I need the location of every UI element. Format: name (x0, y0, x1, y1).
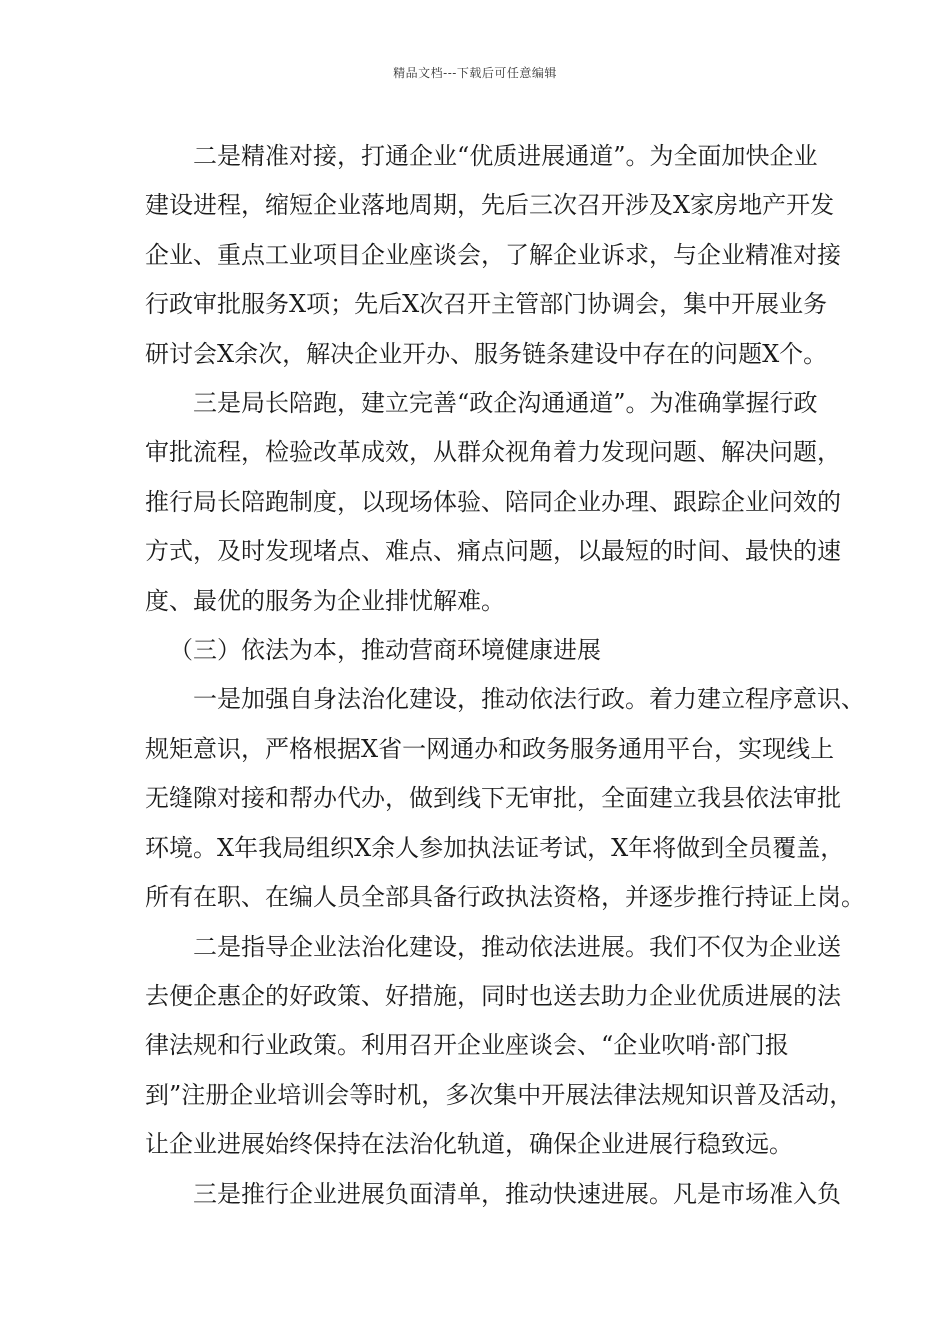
paragraph-director-accompany (145, 379, 841, 626)
text-line: 所有在职、在编人员全部具备行政执法资格，并逐步推行持证上岗。 (145, 883, 865, 912)
paragraph-self-rule-of-law (145, 675, 865, 922)
text-line: 三是推行企业进展负面清单，推动快速进展。凡是市场准入负 (193, 1179, 841, 1208)
text-line: 到”注册企业培训会等时机，多次集中开展法律法规知识普及活动， (145, 1080, 854, 1109)
paragraph-precise-docking (145, 132, 841, 379)
text-line: 审批流程，检验改革成效，从群众视角着力发现问题、解决问题， (145, 438, 841, 467)
text-line: 三是局长陪跑，建立完善“政企沟通通道”。为准确掌握行政 (193, 389, 818, 418)
text-line: 建设进程，缩短企业落地周期，先后三次召开涉及X家房地产开发 (145, 191, 835, 220)
text-line: 无缝隙对接和帮办代办，做到线下无审批，全面建立我县依法审批 (145, 784, 841, 813)
text-line: 环境。X年我局组织X余人参加执法证考试，X年将做到全员覆盖， (145, 833, 845, 862)
paragraph-negative-list (145, 1170, 841, 1219)
text-line: 让企业进展始终保持在法治化轨道，确保企业进展行稳致远。 (145, 1130, 793, 1159)
text-line: 去便企惠企的好政策、好措施，同时也送去助力企业优质进展的法 (145, 981, 841, 1010)
text-line: 二是指导企业法治化建设，推动依法进展。我们不仅为企业送 (193, 932, 841, 961)
text-line: 行政审批服务X项；先后X次召开主管部门协调会，集中开展业务 (145, 290, 828, 319)
text-line: 律法规和行业政策。利用召开企业座谈会、“企业吹哨·部门报 (145, 1031, 789, 1060)
section-heading: （三）依法为本，推动营商环境健康进展 (169, 636, 601, 665)
page-header: 精品文档---下载后可任意编辑 (393, 66, 557, 80)
text-line: 推行局长陪跑制度，以现场体验、陪同企业办理、跟踪企业问效的 (145, 487, 841, 516)
text-line: 二是精准对接，打通企业“优质进展通道”。为全面加快企业 (193, 142, 818, 170)
text-line: 规矩意识，严格根据X省一网通办和政务服务通用平台，实现线上 (145, 734, 835, 763)
text-line: 度、最优的服务为企业排忧解难。 (145, 586, 505, 615)
text-line: 一是加强自身法治化建设，推动依法行政。着力建立程序意识、 (193, 685, 865, 714)
document-body (145, 132, 865, 1219)
text-line: 企业、重点工业项目企业座谈会，了解企业诉求，与企业精准对接 (145, 240, 841, 269)
paragraph-enterprise-rule-of-law (145, 923, 854, 1170)
text-line: 研讨会X余次，解决企业开办、服务链条建设中存在的问题X个。 (145, 339, 828, 368)
text-line: 方式，及时发现堵点、难点、痛点问题，以最短的时间、最快的速 (145, 537, 841, 566)
